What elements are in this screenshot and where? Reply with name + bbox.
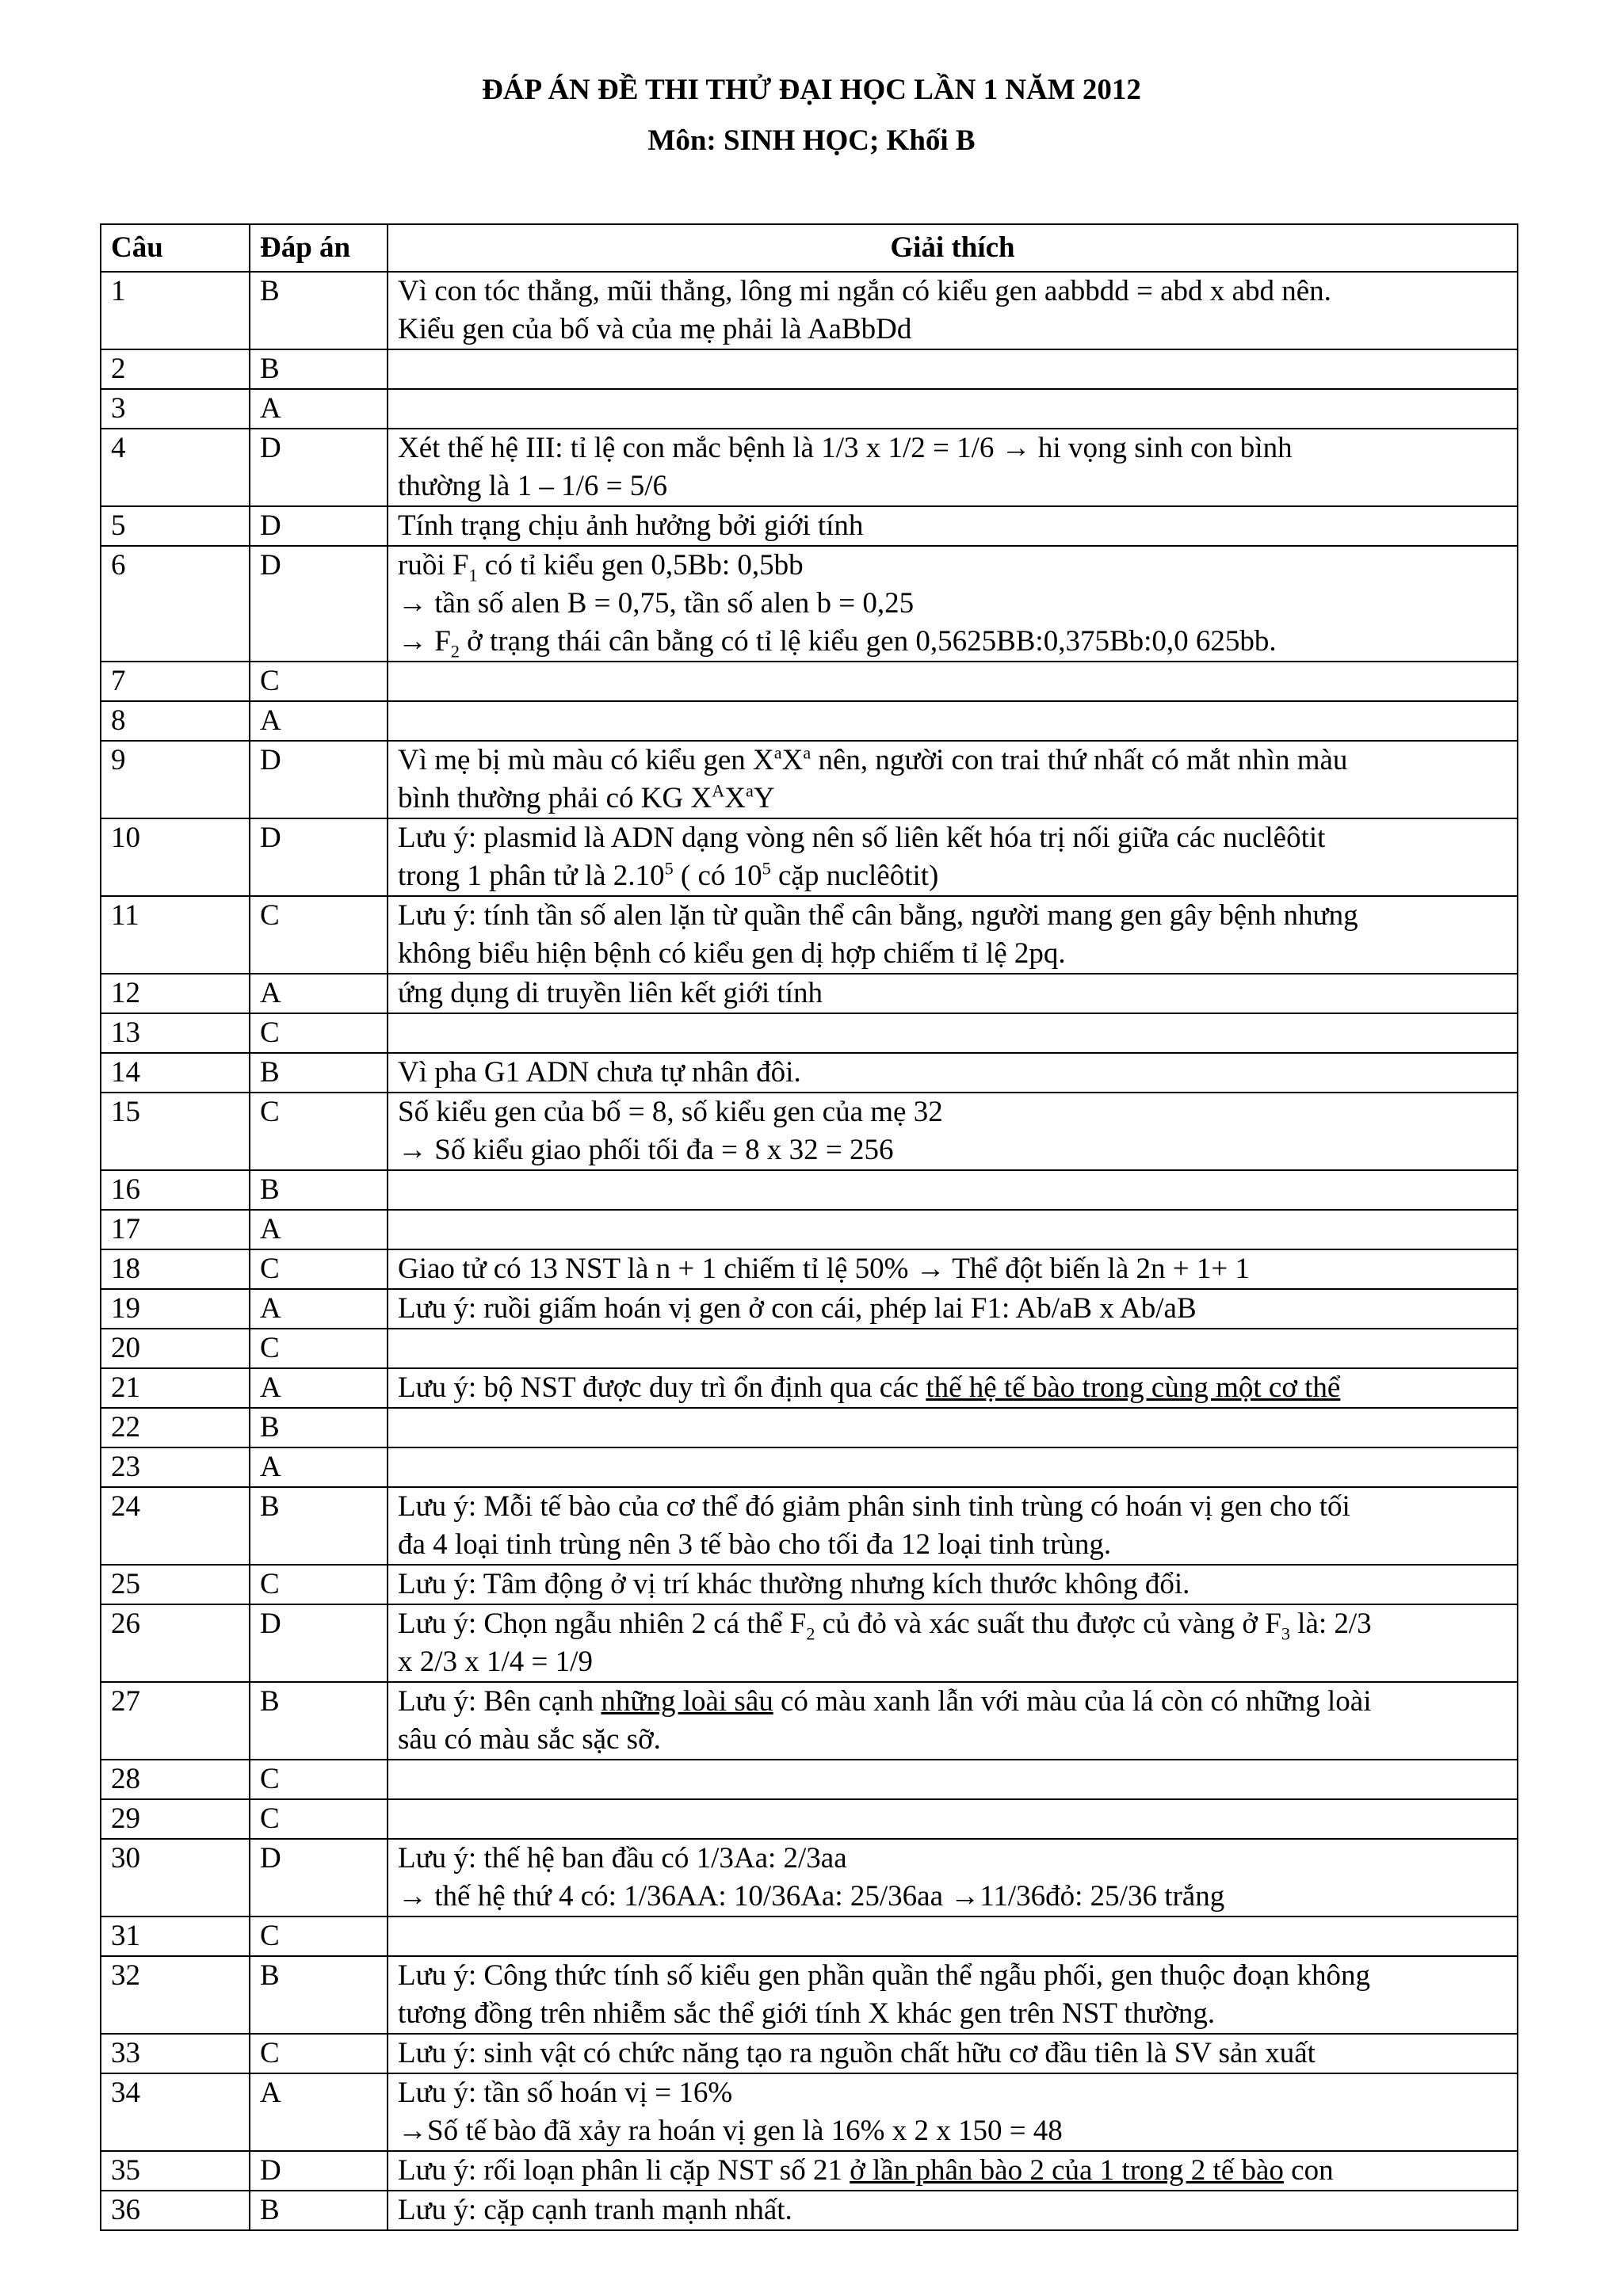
explanation	[388, 349, 1518, 389]
explanation-line: Số kiểu gen của bố = 8, số kiểu gen của mẹ 32	[398, 1096, 943, 1128]
explanation-line: trong 1 phân tử là 2.10$^5$ ( có $10^5$ cặp nuclêôtit)	[398, 858, 939, 892]
explanation	[388, 1249, 1518, 1289]
explanation	[388, 389, 1518, 429]
answer-letter: B	[250, 2191, 388, 2230]
explanation	[388, 1760, 1518, 1799]
explanation	[388, 2151, 1518, 2191]
explanation	[388, 2034, 1518, 2073]
question-number: 14	[101, 1053, 250, 1093]
table-row	[101, 1053, 1518, 1093]
explanation	[388, 1408, 1518, 1447]
explanation-line: không biểu hiện bệnh có kiểu gen dị hợp chiếm tỉ lệ 2pq.	[398, 937, 1066, 970]
explanation	[388, 1013, 1518, 1053]
table-row	[101, 546, 1518, 662]
explanation-line: Lưu ý: tần số hoán vị = 16%	[398, 2077, 733, 2109]
explanation	[388, 1093, 1518, 1170]
answer-letter: D	[250, 741, 388, 818]
explanation	[388, 701, 1518, 741]
answer-letter: A	[250, 1447, 388, 1487]
explanation	[388, 429, 1518, 506]
answer-letter: C	[250, 1249, 388, 1289]
explanation-line: → $F_2$ ở trạng thái cân bằng có tỉ lệ kiểu gen 0,5625BB:0,375Bb:0,0 625bb.	[398, 625, 1277, 662]
table-row	[101, 429, 1518, 506]
explanation-line: Kiểu gen của bố và của mẹ phải là AaBbDd	[398, 313, 912, 345]
question-number: 35	[101, 2151, 250, 2191]
explanation-line: Tính trạng chịu ảnh hưởng bởi giới tính	[398, 509, 864, 542]
answer-letter: D	[250, 506, 388, 546]
explanation	[388, 741, 1518, 818]
answer-letter: C	[250, 1760, 388, 1799]
question-number: 33	[101, 2034, 250, 2073]
answer-letter: A	[250, 1368, 388, 1408]
table-row	[101, 1799, 1518, 1839]
question-number: 7	[101, 662, 250, 701]
answer-letter: B	[250, 1053, 388, 1093]
answer-letter: B	[250, 1682, 388, 1760]
table-row	[101, 1604, 1518, 1682]
answer-letter: A	[250, 1210, 388, 1249]
answer-letter: D	[250, 1839, 388, 1917]
answer-letter: B	[250, 1170, 388, 1210]
explanation-line: Lưu ý: cặp cạnh tranh mạnh nhất.	[398, 2194, 792, 2226]
table-row	[101, 2191, 1518, 2230]
answer-letter: D	[250, 546, 388, 662]
question-number: 17	[101, 1210, 250, 1249]
question-number: 18	[101, 1249, 250, 1289]
explanation-line: tương đồng trên nhiễm sắc thể giới tính X khác gen trên NST thường.	[398, 1997, 1216, 2030]
answer-letter: A	[250, 974, 388, 1013]
question-number: 29	[101, 1799, 250, 1839]
question-number: 34	[101, 2073, 250, 2151]
explanation-line: → thế hệ thứ 4 có: 1/36AA: 10/36Aa: 25/36aa →11/36đỏ: 25/36 trắng	[398, 1880, 1225, 1913]
explanation-line: Lưu ý: sinh vật có chức năng tạo ra nguồn chất hữu cơ đầu tiên là SV sản xuất	[398, 2037, 1316, 2069]
header-question: Câu	[101, 224, 250, 272]
explanation	[388, 974, 1518, 1013]
explanation	[388, 546, 1518, 662]
explanation	[388, 1210, 1518, 1249]
answer-letter: D	[250, 1604, 388, 1682]
question-number: 28	[101, 1760, 250, 1799]
answer-letter: B	[250, 272, 388, 349]
explanation-line: Lưu ý: plasmid là ADN dạng vòng nên số liên kết hóa trị nối giữa các nuclêôtit	[398, 822, 1326, 854]
explanation-line: Lưu ý: tính tần số alen lặn từ quần thể cân bằng, người mang gen gây bệnh nhưng	[398, 899, 1358, 932]
explanation	[388, 506, 1518, 546]
explanation	[388, 2191, 1518, 2230]
question-number: 15	[101, 1093, 250, 1170]
answer-letter: C	[250, 1013, 388, 1053]
explanation-line: bình thường phải có KG $X^AX^aY$	[398, 780, 775, 814]
explanation	[388, 1839, 1518, 1917]
page-subtitle: Môn: SINH HỌC; Khối B	[647, 124, 976, 157]
question-number: 25	[101, 1565, 250, 1604]
explanation-line: Vì mẹ bị mù màu có kiểu gen $X^aX^a$ nên, người con trai thứ nhất có mắt nhìn màu	[398, 742, 1348, 776]
table-row	[101, 1956, 1518, 2034]
table-row	[101, 1249, 1518, 1289]
explanation	[388, 1956, 1518, 2034]
table-header-row	[101, 224, 1518, 272]
explanation	[388, 896, 1518, 974]
table-row	[101, 741, 1518, 818]
table-row	[101, 662, 1518, 701]
explanation	[388, 1329, 1518, 1368]
table-row	[101, 1760, 1518, 1799]
explanation-line: ruồi $F_1$ có tỉ kiểu gen 0,5Bb: 0,5bb	[398, 549, 804, 585]
explanation	[388, 1487, 1518, 1565]
table-row	[101, 1682, 1518, 1760]
explanation-line: Lưu ý: Công thức tính số kiểu gen phần quần thể ngẫu phối, gen thuộc đoạn không	[398, 1959, 1370, 1992]
explanation	[388, 1565, 1518, 1604]
table-row	[101, 349, 1518, 389]
explanation	[388, 1799, 1518, 1839]
question-number: 16	[101, 1170, 250, 1210]
explanation-line: Lưu ý: Chọn ngẫu nhiên 2 cá thể $F_2$ củ đỏ và xác suất thu được củ vàng ở $F_3$ là: 2/3	[398, 1608, 1372, 1644]
answer-letter: C	[250, 1565, 388, 1604]
answer-letter: B	[250, 349, 388, 389]
table-row	[101, 896, 1518, 974]
answer-letter: C	[250, 1917, 388, 1956]
explanation	[388, 662, 1518, 701]
explanation-line: Lưu ý: bộ NST được duy trì ổn định qua các thế hệ tế bào trong cùng một cơ thể	[398, 1371, 1341, 1404]
answer-letter: D	[250, 818, 388, 896]
explanation-line: Lưu ý: Bên cạnh những loài sâu có màu xanh lẫn với màu của lá còn có những loài	[398, 1685, 1372, 1718]
explanation-line: Lưu ý: Mỗi tế bào của cơ thể đó giảm phân sinh tinh trùng có hoán vị gen cho tối	[398, 1490, 1350, 1523]
table-row	[101, 1839, 1518, 1917]
table-row	[101, 1093, 1518, 1170]
question-number: 3	[101, 389, 250, 429]
table-row	[101, 1170, 1518, 1210]
question-number: 23	[101, 1447, 250, 1487]
table-row	[101, 701, 1518, 741]
explanation-line: →Số tế bào đã xảy ra hoán vị gen là 16% x 2 x 150 = 48	[398, 2115, 1063, 2147]
explanation	[388, 1682, 1518, 1760]
table-row	[101, 2073, 1518, 2151]
explanation-line: đa 4 loại tinh trùng nên 3 tế bào cho tối đa 12 loại tinh trùng.	[398, 1528, 1112, 1561]
question-number: 20	[101, 1329, 250, 1368]
explanation-line: x 2/3 x 1/4 = 1/9	[398, 1646, 593, 1678]
explanation	[388, 272, 1518, 349]
question-number: 26	[101, 1604, 250, 1682]
explanation	[388, 1053, 1518, 1093]
question-number: 31	[101, 1917, 250, 1956]
answer-letter: D	[250, 2151, 388, 2191]
explanation-line: Lưu ý: rối loạn phân li cặp NST số 21 ở lần phân bào 2 của 1 trong 2 tế bào con	[398, 2154, 1334, 2187]
table-row	[101, 818, 1518, 896]
explanation	[388, 818, 1518, 896]
explanation-line: Giao tử có 13 NST là n + 1 chiếm tỉ lệ 50% → Thể đột biến là 2n + 1+ 1	[398, 1253, 1250, 1285]
answer-letter: C	[250, 1799, 388, 1839]
table-row	[101, 974, 1518, 1013]
answer-letter: C	[250, 662, 388, 701]
table-row	[101, 1447, 1518, 1487]
question-number: 5	[101, 506, 250, 546]
question-number: 1	[101, 272, 250, 349]
explanation-line: sâu có màu sắc sặc sỡ.	[398, 1723, 661, 1756]
question-number: 32	[101, 1956, 250, 2034]
answer-letter: A	[250, 389, 388, 429]
table-row	[101, 1013, 1518, 1053]
header-explanation: Giải thích	[388, 224, 1518, 272]
explanation-line: Xét thế hệ III: tỉ lệ con mắc bệnh là 1/3 x 1/2 = 1/6 → hi vọng sinh con bình	[398, 432, 1293, 464]
table-row	[101, 2034, 1518, 2073]
question-number: 13	[101, 1013, 250, 1053]
answer-letter: A	[250, 1289, 388, 1329]
answer-table	[100, 223, 1518, 2231]
explanation-line: → tần số alen B = 0,75, tần số alen b = 0,25	[398, 587, 915, 620]
answer-letter: C	[250, 1093, 388, 1170]
explanation	[388, 1368, 1518, 1408]
question-number: 12	[101, 974, 250, 1013]
answer-letter: B	[250, 1487, 388, 1565]
question-number: 8	[101, 701, 250, 741]
answer-letter: A	[250, 701, 388, 741]
question-number: 21	[101, 1368, 250, 1408]
table-row	[101, 1487, 1518, 1565]
table-row	[101, 389, 1518, 429]
table-row	[101, 2151, 1518, 2191]
explanation-line: Lưu ý: Tâm động ở vị trí khác thường nhưng kích thước không đổi.	[398, 1568, 1190, 1600]
question-number: 19	[101, 1289, 250, 1329]
table-row	[101, 1408, 1518, 1447]
table-row	[101, 1565, 1518, 1604]
question-number: 11	[101, 896, 250, 974]
explanation-line: ứng dụng di truyền liên kết giới tính	[398, 977, 823, 1009]
table-row	[101, 1329, 1518, 1368]
question-number: 4	[101, 429, 250, 506]
question-number: 9	[101, 741, 250, 818]
question-number: 30	[101, 1839, 250, 1917]
table-row	[101, 1210, 1518, 1249]
explanation	[388, 2073, 1518, 2151]
explanation	[388, 1447, 1518, 1487]
answer-rows	[101, 272, 1518, 2230]
table-row	[101, 1917, 1518, 1956]
explanation	[388, 1604, 1518, 1682]
explanation	[388, 1917, 1518, 1956]
page-title: ĐÁP ÁN ĐỀ THI THỬ ĐẠI HỌC LẦN 1 NĂM 2012	[482, 74, 1141, 106]
answer-letter: A	[250, 2073, 388, 2151]
explanation-line: → Số kiểu giao phối tối đa = 8 x 32 = 256	[398, 1134, 894, 1166]
question-number: 6	[101, 546, 250, 662]
table-row	[101, 272, 1518, 349]
table-row	[101, 1289, 1518, 1329]
explanation	[388, 1170, 1518, 1210]
question-number: 24	[101, 1487, 250, 1565]
answer-letter: C	[250, 1329, 388, 1368]
question-number: 2	[101, 349, 250, 389]
explanation-line: Vì pha G1 ADN chưa tự nhân đôi.	[398, 1056, 801, 1089]
answer-letter: B	[250, 1956, 388, 2034]
question-number: 27	[101, 1682, 250, 1760]
answer-letter: D	[250, 429, 388, 506]
header-answer: Đáp án	[250, 224, 388, 272]
question-number: 22	[101, 1408, 250, 1447]
table-row	[101, 1368, 1518, 1408]
explanation-line: Lưu ý: thế hệ ban đầu có 1/3Aa: 2/3aa	[398, 1842, 847, 1875]
explanation-line: Vì con tóc thẳng, mũi thẳng, lông mi ngắn có kiểu gen aabbdd = abd x abd nên.	[398, 275, 1331, 307]
answer-letter: B	[250, 1408, 388, 1447]
answer-letter: C	[250, 896, 388, 974]
question-number: 36	[101, 2191, 250, 2230]
explanation-line: thường là 1 – 1/6 = 5/6	[398, 470, 668, 502]
question-number: 10	[101, 818, 250, 896]
answer-letter: C	[250, 2034, 388, 2073]
table-row	[101, 506, 1518, 546]
explanation-line: Lưu ý: ruồi giấm hoán vị gen ở con cái, phép lai F1: Ab/aB x Ab/aB	[398, 1292, 1197, 1325]
explanation	[388, 1289, 1518, 1329]
